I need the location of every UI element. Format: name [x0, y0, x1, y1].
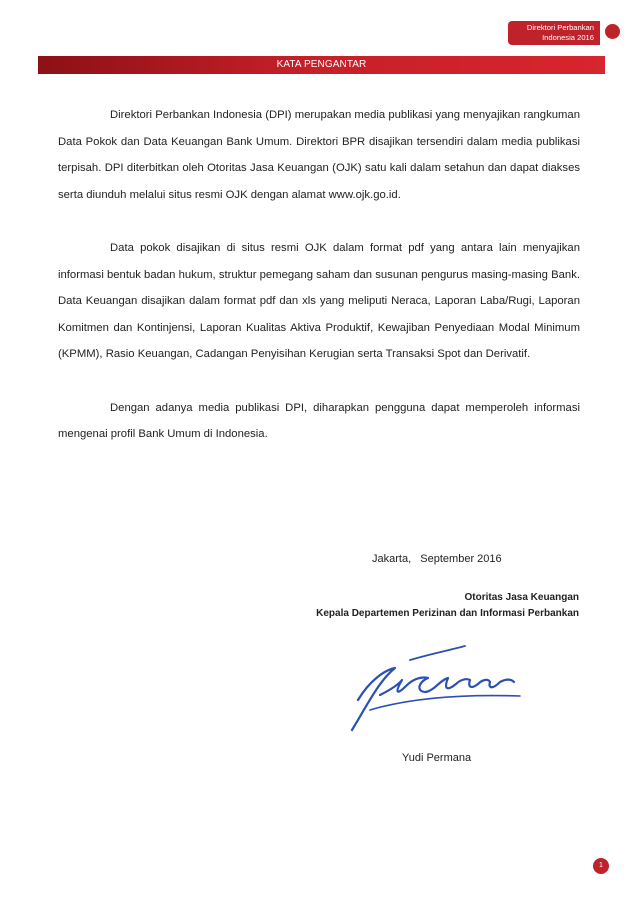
tag-dot-decoration [605, 24, 620, 39]
publication-tag [508, 21, 600, 45]
paragraph-1: Direktori Perbankan Indonesia (DPI) merupakan media publikasi yang menyajikan rangkuman Data Pokok dan Data Keuangan Bank Umum. Direktori BPR disajikan tersendiri dalam media publikasi terpisah. DPI diterbitkan oleh Otoritas Jasa Keuangan (OJK) satu kali dalam setahun dan dapat diakses serta diunduh melalui situs resmi OJK dengan alamat www.ojk.go.id. [58, 109, 580, 201]
page-number: 1 [593, 858, 609, 874]
signer-name: Yudi Permana [402, 752, 472, 764]
paragraph-3: Dengan adanya media publikasi DPI, diharapkan pengguna dapat memperoleh informasi mengenai profil Bank Umum di Indonesia. [58, 401, 580, 441]
foreword-body [58, 102, 580, 448]
paragraph-2: Data pokok disajikan di situs resmi OJK dalam format pdf yang antara lain menyajikan informasi bentuk badan hukum, struktur pemegang saham dan susunan pengurus masing-masing Bank. Data Keuangan disajikan dalam format pdf dan xls yang meliputi Neraca, Laporan Laba/Rugi, Laporan Komitmen dan Kontinjensi, Laporan Kualitas Aktiva Produktif, Kewajiban Penyediaan Modal Minimum (KPMM), Rasio Keuangan, Cadangan Penyisihan Kerugian serta Transaksi Spot dan Derivatif. [58, 241, 580, 361]
signer-position: Kepala Departemen Perizinan dan Informasi Perbankan [316, 608, 579, 619]
section-title-banner: KATA PENGANTAR [38, 56, 605, 74]
publication-title: Direktori Perbankan [526, 23, 594, 32]
publication-year: Indonesia 2016 [542, 33, 594, 42]
handwritten-signature [340, 640, 540, 735]
signature-block [295, 590, 579, 622]
organization-name: Otoritas Jasa Keuangan [464, 592, 579, 603]
place-date: Jakarta, September 2016 [372, 553, 502, 565]
